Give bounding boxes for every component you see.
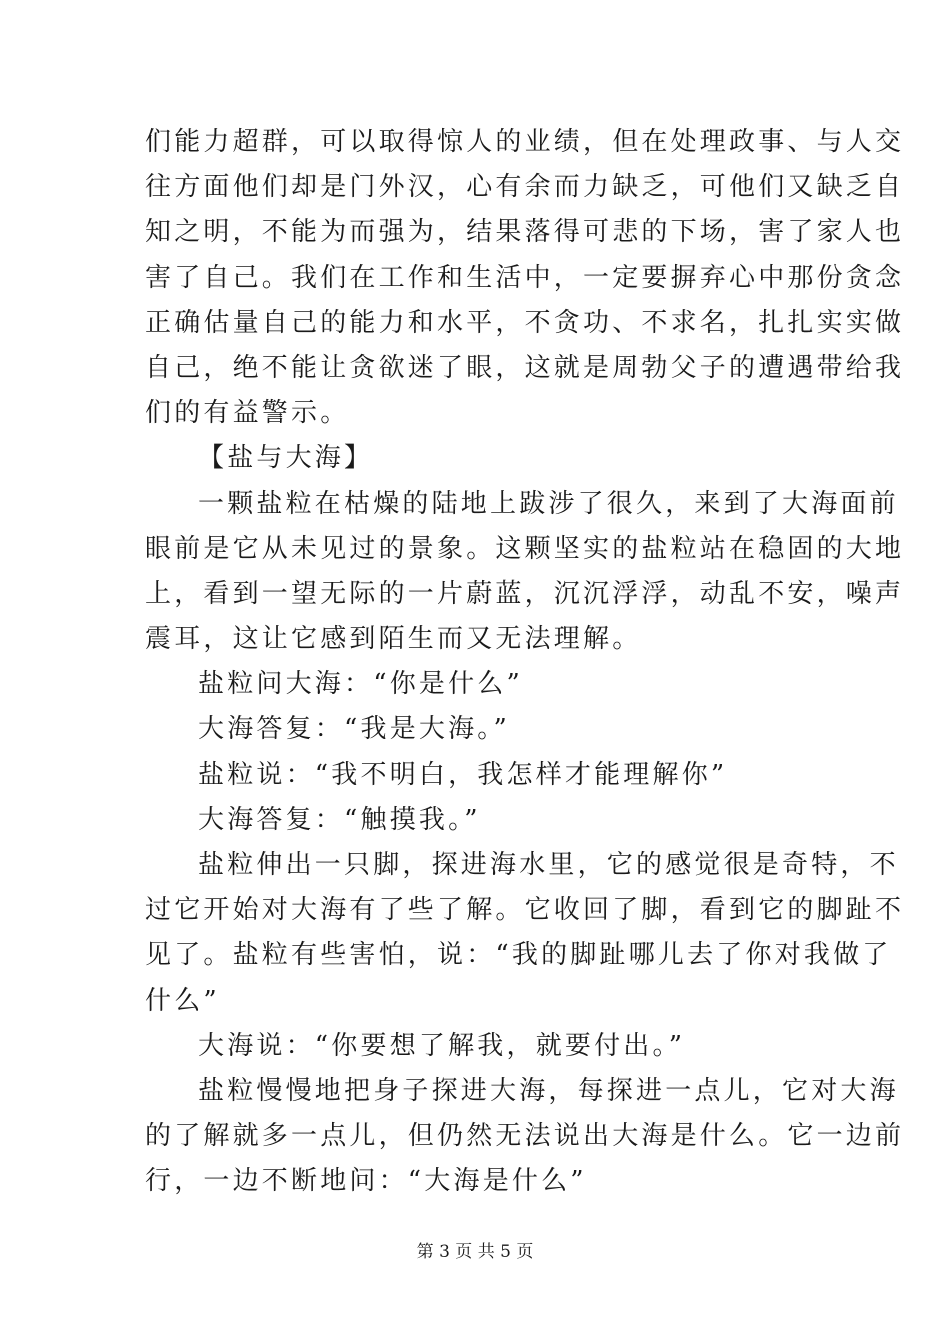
document-body: [145, 120, 905, 1205]
text-line: 们的有益警示。: [145, 398, 350, 429]
text-line: 害了自己。我们在工作和生活中，一定要摒弃心中那份贪念: [145, 262, 905, 293]
text-line: 眼前是它从未见过的景象。这颗坚实的盐粒站在稳固的大地: [145, 533, 905, 564]
text-line: 盐粒问大海：“你是什么”: [198, 669, 523, 700]
text-line: 上，看到一望无际的一片蔚蓝，沉沉浮浮，动乱不安，噪声: [145, 578, 905, 609]
text-line: 行，一边不断地问：“大海是什么”: [145, 1166, 587, 1197]
text-line: 震耳，这让它感到陌生而又无法理解。: [145, 624, 642, 655]
text-line: 大海答复：“触摸我。”: [198, 804, 481, 835]
page-number-footer: 第 3 页 共 5 页: [416, 1242, 534, 1262]
text-line: 见了。盐粒有些害怕，说：“我的脚趾哪儿去了你对我做了: [145, 940, 892, 971]
text-line: 盐粒伸出一只脚，探进海水里，它的感觉很是奇特，不: [198, 850, 899, 880]
text-line: 正确估量自己的能力和水平，不贪功、不求名，扎扎实实做: [145, 307, 905, 338]
text-line: 什么”: [145, 985, 220, 1016]
text-line: 盐粒慢慢地把身子探进大海，每探进一点儿，它对大海: [198, 1075, 899, 1106]
text-line: 【盐与大海】: [198, 443, 374, 474]
text-line: 知之明，不能为而强为，结果落得可悲的下场，害了家人也: [145, 217, 905, 248]
text-line: 大海答复：“我是大海。”: [198, 714, 510, 745]
text-line: 盐粒说：“我不明白，我怎样才能理解你”: [198, 759, 728, 790]
text-line: 一颗盐粒在枯燥的陆地上跋涉了很久，来到了大海面前: [198, 488, 899, 519]
text-line: 们能力超群，可以取得惊人的业绩，但在处理政事、与人交: [145, 127, 905, 157]
text-line: 的了解就多一点儿，但仍然无法说出大海是什么。它一边前: [145, 1121, 905, 1152]
text-line: 自己，绝不能让贪欲迷了眼，这就是周勃父子的遭遇带给我: [145, 352, 905, 383]
text-line: 往方面他们却是门外汉，心有余而力缺乏，可他们又缺乏自: [145, 172, 905, 203]
text-line: 大海说：“你要想了解我，就要付出。”: [198, 1030, 686, 1061]
text-line: 过它开始对大海有了些了解。它收回了脚，看到它的脚趾不: [145, 895, 905, 926]
